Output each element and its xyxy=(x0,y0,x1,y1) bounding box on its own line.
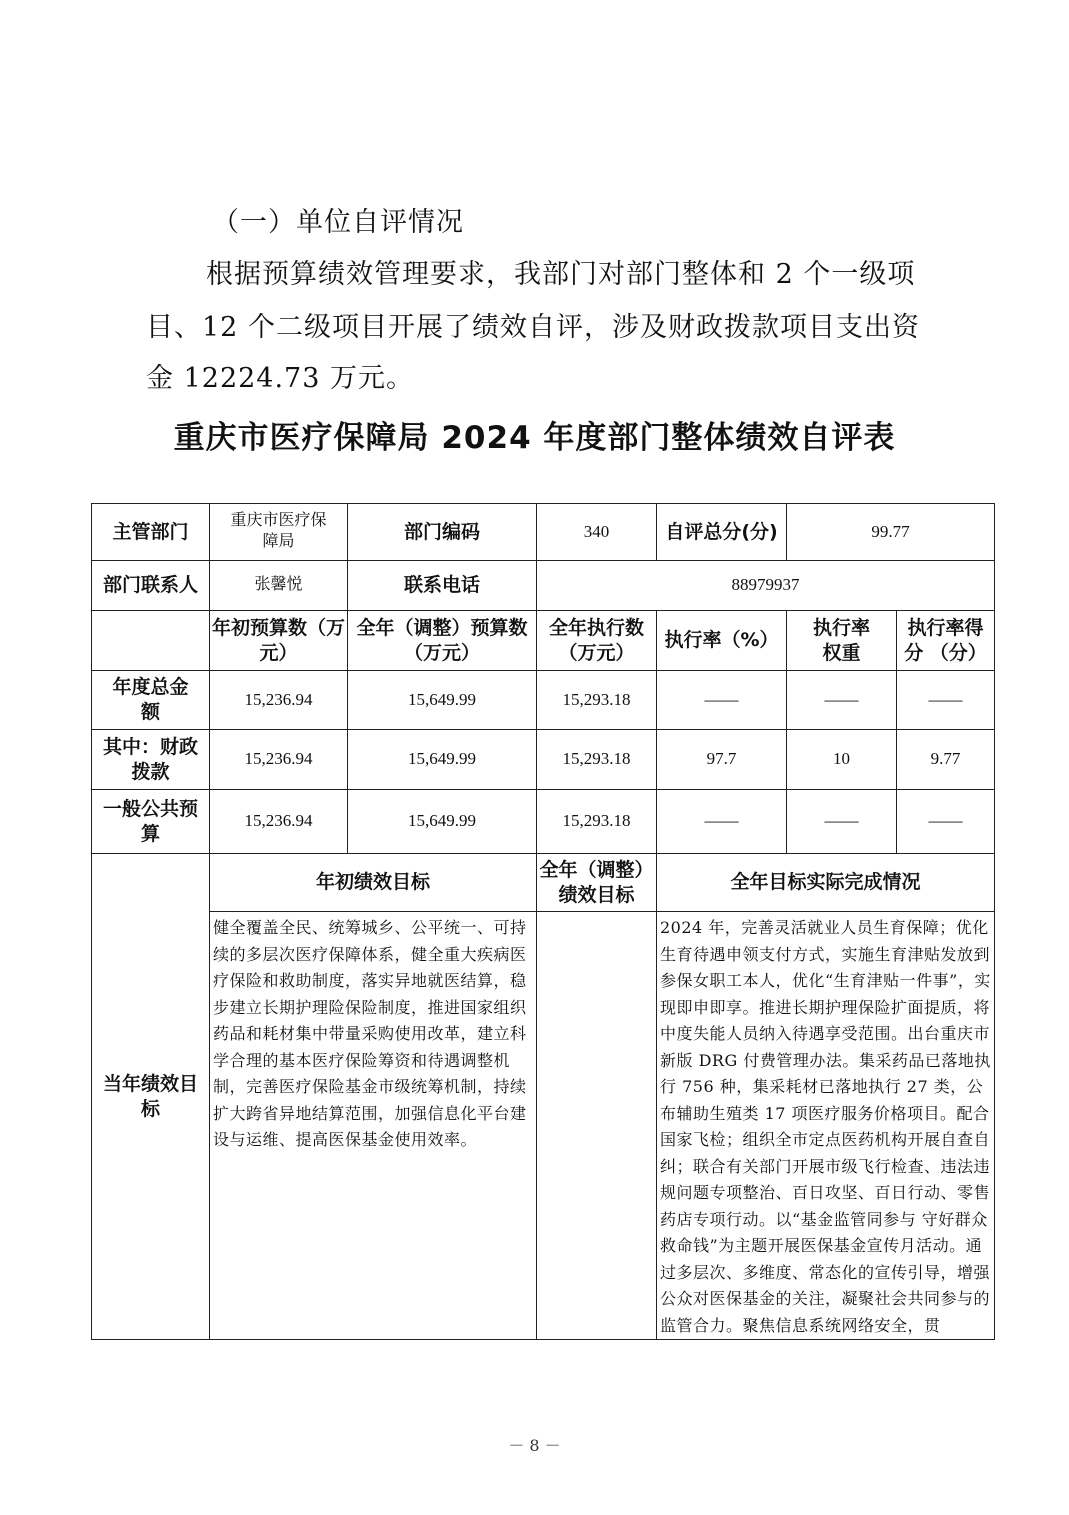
score-label: 自评总分(分) xyxy=(657,504,787,561)
goals-col-adjusted: 全年（调整）绩效目标 xyxy=(537,854,657,912)
header-rate: 执行率（%） xyxy=(657,611,787,671)
budget-row-general xyxy=(92,790,995,854)
budget-row-total xyxy=(92,671,995,730)
cell-weight: —— xyxy=(787,790,897,854)
section-heading: （一）单位自评情况 xyxy=(212,207,464,238)
cell-executed: 15,293.18 xyxy=(537,790,657,854)
contact-label: 部门联系人 xyxy=(92,561,210,611)
goals-actual-text: 2024 年，完善灵活就业人员生育保障；优化生育待遇申领支付方式，实施生育津贴发放到参保女职工本人，优化“生育津贴一件事”，实现即申即享。推进长期护理保险扩面提质，将中度失能人员纳入待遇享受范围。出台重庆市新版 DRG 付费管理办法。集采药品已落地执行 756 种，集采耗材已落地执行 27 类，公布辅助生殖类 17 项医疗服务价格项目。配合国家飞检；组织全市定点医药机构开展自查自纠；联合有关部门开展市级飞行检查、违法违规问题专项整治、百日攻坚、百日行动、零售药店专项行动。以“基金监管同参与 守好群众救命钱”为主题开展医保基金宣传月活动。通过多层次、多维度、常态化的宣传引导，增强公众对医保基金的关注，凝聚社会共同参与的监管合力。聚焦信息系统网络安全，贯 xyxy=(657,912,995,1340)
goals-header-row xyxy=(92,854,995,912)
dept-value: 重庆市医疗保障局 xyxy=(210,504,348,561)
cell-adjusted: 15,649.99 xyxy=(348,671,537,730)
row-label-general: 一般公共预算 xyxy=(92,790,210,854)
intro-line-2: 目、12 个二级项目开展了绩效自评，涉及财政拨款项目支出资 xyxy=(146,312,920,343)
cell-rate: —— xyxy=(657,671,787,730)
cell-rate: —— xyxy=(657,790,787,854)
cell-rate: 97.7 xyxy=(657,730,787,790)
cell-executed: 15,293.18 xyxy=(537,671,657,730)
cell-adjusted: 15,649.99 xyxy=(348,790,537,854)
goals-col-actual: 全年目标实际完成情况 xyxy=(657,854,995,912)
goals-col-initial: 年初绩效目标 xyxy=(210,854,537,912)
goals-initial-text: 健全覆盖全民、统筹城乡、公平统一、可持续的多层次医疗保障体系，健全重大疾病医疗保险和救助制度，落实异地就医结算，稳步建立长期护理险保险制度，推进国家组织药品和耗材集中带量采购使用改革，建立科学合理的基本医疗保险筹资和待遇调整机制，完善医疗保险基金市级统筹机制，持续扩大跨省异地结算范围，加强信息化平台建设与运维、提高医保基金使用效率。 xyxy=(210,912,537,1340)
code-value: 340 xyxy=(537,504,657,561)
row-label-fiscal: 其中：财政拨款 xyxy=(92,730,210,790)
cell-initial: 15,236.94 xyxy=(210,790,348,854)
phone-label: 联系电话 xyxy=(348,561,537,611)
self-evaluation-table xyxy=(91,503,995,1340)
row-label-total: 年度总金额 xyxy=(92,671,210,730)
cell-adjusted: 15,649.99 xyxy=(348,730,537,790)
code-label: 部门编码 xyxy=(348,504,537,561)
cell-executed: 15,293.18 xyxy=(537,730,657,790)
cell-score: —— xyxy=(897,790,995,854)
dept-label: 主管部门 xyxy=(92,504,210,561)
info-row-2 xyxy=(92,561,995,611)
header-weight: 执行率权重 xyxy=(787,611,897,671)
page-number: － 8 － xyxy=(508,1436,561,1455)
cell-weight: —— xyxy=(787,671,897,730)
header-initial-budget: 年初预算数（万元） xyxy=(210,611,348,671)
intro-line-3: 金 12224.73 万元。 xyxy=(146,363,414,394)
header-score: 执行率得分 （分） xyxy=(897,611,995,671)
goals-adjusted-text xyxy=(537,912,657,1340)
contact-value: 张馨悦 xyxy=(210,561,348,611)
intro-line-1: 根据预算绩效管理要求，我部门对部门整体和 2 个一级项 xyxy=(206,259,916,290)
table-title: 重庆市医疗保障局 2024 年度部门整体绩效自评表 xyxy=(173,420,896,456)
cell-initial: 15,236.94 xyxy=(210,671,348,730)
cell-initial: 15,236.94 xyxy=(210,730,348,790)
cell-score: 9.77 xyxy=(897,730,995,790)
cell-weight: 10 xyxy=(787,730,897,790)
goals-content-row xyxy=(92,912,995,1340)
budget-row-fiscal xyxy=(92,730,995,790)
header-executed: 全年执行数（万元） xyxy=(537,611,657,671)
budget-header-row xyxy=(92,611,995,671)
goals-row-label: 当年绩效目标 xyxy=(92,854,210,1340)
header-adjusted-budget: 全年（调整）预算数（万元） xyxy=(348,611,537,671)
info-row-1 xyxy=(92,504,995,561)
budget-header-blank xyxy=(92,611,210,671)
score-value: 99.77 xyxy=(787,504,995,561)
cell-score: —— xyxy=(897,671,995,730)
phone-value: 88979937 xyxy=(537,561,995,611)
